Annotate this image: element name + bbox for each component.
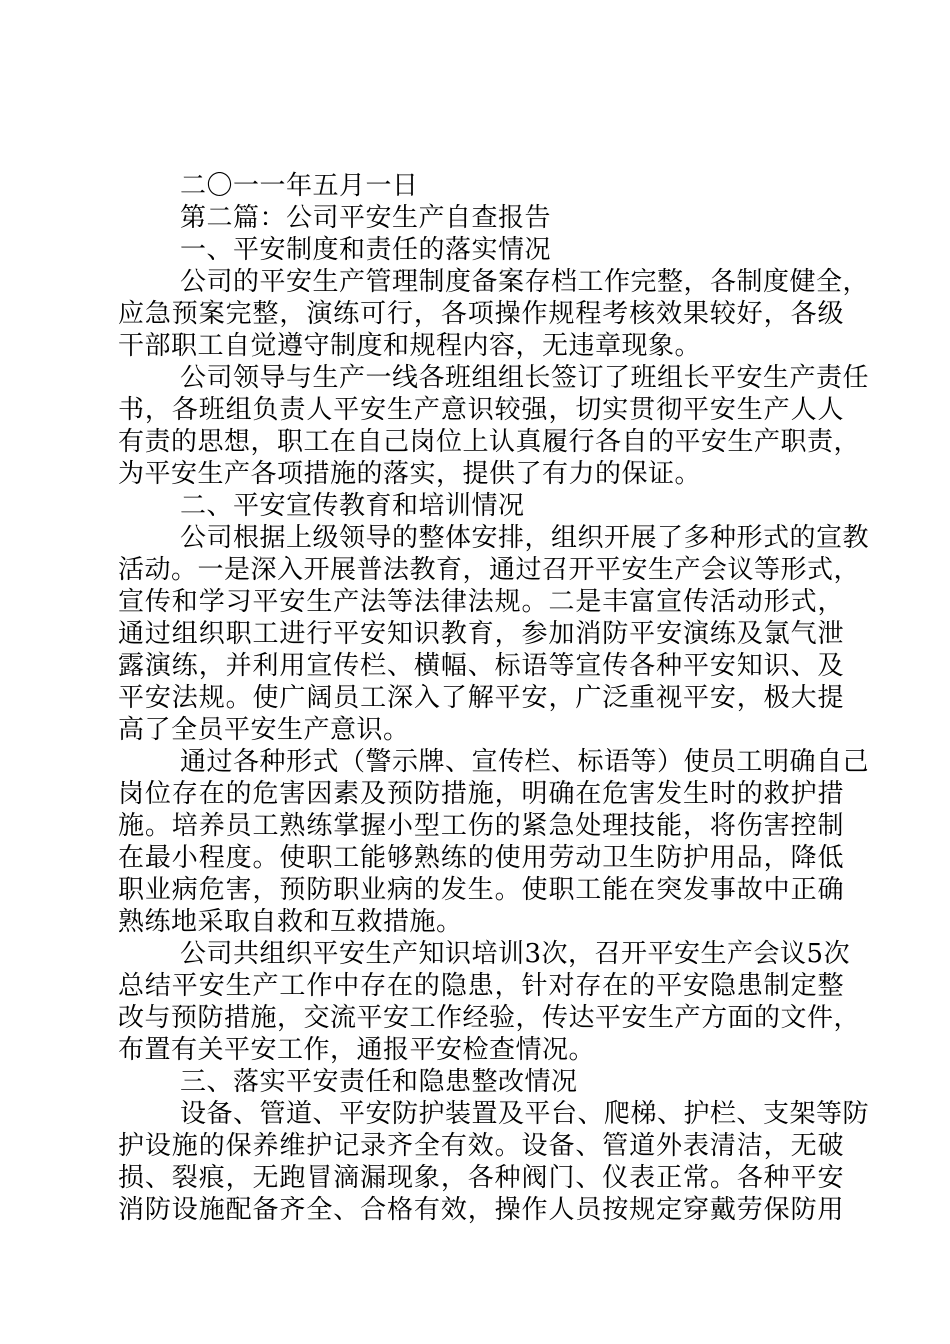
text-line: 应急预案完整，演练可行，各项操作规程考核效果较好，各级	[118, 299, 844, 329]
text-line: 有责的思想，职工在自己岗位上认真履行各自的平安生产职责，	[118, 427, 861, 457]
text-line: 公司的平安生产管理制度备案存档工作完整，各制度健全，	[180, 267, 870, 297]
text-line: 岗位存在的危害因素及预防措施，明确在危害发生时的救护措	[118, 779, 844, 809]
text-line: 第二篇：公司平安生产自查报告	[180, 203, 552, 233]
text-line: 公司根据上级领导的整体安排，组织开展了多种形式的宣教	[180, 523, 870, 553]
document-page	[118, 170, 870, 1226]
text-line: 活动。一是深入开展普法教育，通过召开平安生产会议等形式，	[118, 555, 861, 585]
text-line: 熟练地采取自救和互救措施。	[118, 907, 463, 937]
text-line: 布置有关平安工作，通报平安检查情况。	[118, 1035, 596, 1065]
text-line: 改与预防措施，交流平安工作经验，传达平安生产方面的文件，	[118, 1003, 861, 1033]
text-line: 通过各种形式（警示牌、宣传栏、标语等）使员工明确自己	[180, 747, 870, 777]
text-line: 设备、管道、平安防护装置及平台、爬梯、护栏、支架等防	[180, 1099, 870, 1129]
text-line: 通过组织职工进行平安知识教育，参加消防平安演练及氯气泄	[118, 619, 844, 649]
text-line: 损、裂痕，无跑冒滴漏现象，各种阀门、仪表正常。各种平安	[118, 1163, 844, 1193]
text-line: 高了全员平安生产意识。	[118, 715, 410, 745]
text-line: 消防设施配备齐全、合格有效，操作人员按规定穿戴劳保防用	[118, 1195, 844, 1225]
text-line: 二〇一一年五月一日	[180, 171, 419, 201]
text-line: 总结平安生产工作中存在的隐患，针对存在的平安隐患制定整	[118, 971, 844, 1001]
text-line: 在最小程度。使职工能够熟练的使用劳动卫生防护用品，降低	[118, 843, 844, 873]
text-line: 书，各班组负责人平安生产意识较强，切实贯彻平安生产人人	[118, 395, 844, 425]
text-line: 二、平安宣传教育和培训情况	[180, 491, 525, 521]
text-line: 公司共组织平安生产知识培训3次，召开平安生产会议5次	[180, 939, 851, 969]
text-line: 施。培养员工熟练掌握小型工伤的紧急处理技能，将伤害控制	[118, 811, 844, 841]
text-line: 露演练，并利用宣传栏、横幅、标语等宣传各种平安知识、及	[118, 651, 844, 681]
text-line: 职业病危害，预防职业病的发生。使职工能在突发事故中正确	[118, 875, 844, 905]
text-line: 公司领导与生产一线各班组组长签订了班组长平安生产责任	[180, 363, 870, 393]
text-line: 护设施的保养维护记录齐全有效。设备、管道外表清洁，无破	[118, 1131, 844, 1161]
text-line: 干部职工自觉遵守制度和规程内容，无违章现象。	[118, 331, 702, 361]
text-line: 平安法规。使广阔员工深入了解平安，广泛重视平安，极大提	[118, 683, 844, 713]
text-line: 一、平安制度和责任的落实情况	[180, 235, 552, 265]
text-line: 三、落实平安责任和隐患整改情况	[180, 1067, 578, 1097]
text-line: 为平安生产各项措施的落实，提供了有力的保证。	[118, 459, 702, 489]
text-line: 宣传和学习平安生产法等法律法规。二是丰富宣传活动形式，	[118, 587, 844, 617]
